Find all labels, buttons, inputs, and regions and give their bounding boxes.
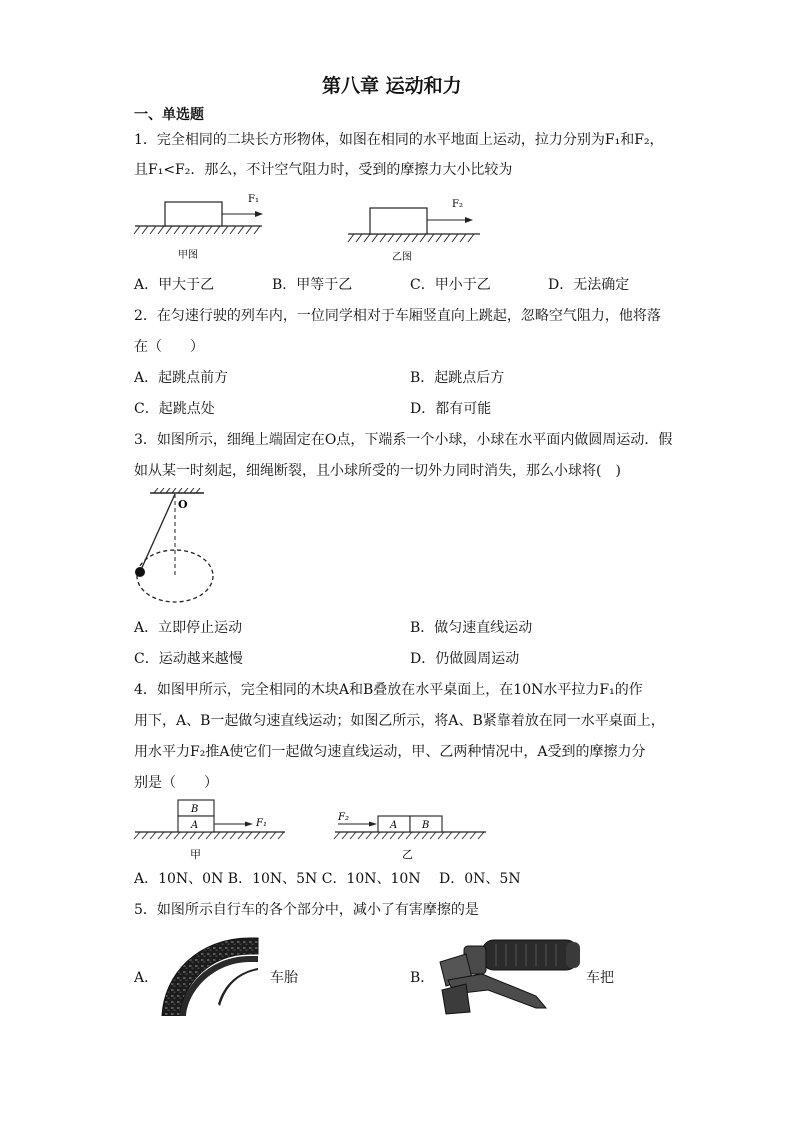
q1-caption-a: 甲图: [178, 250, 198, 261]
q4-f2-label: F₂: [338, 812, 349, 823]
q1-f2-label: F₂: [452, 199, 463, 210]
q1-f1-label: F₁: [248, 194, 259, 205]
q4-line-3: 用水平力F₂推A使它们一起做匀速直线运动，甲、乙两种情况中，A受到的摩擦力分: [134, 744, 646, 760]
q3-o-label: O: [178, 498, 188, 511]
q1-line-1: 1．完全相同的二块长方形物体，如图在相同的水平地面上运动，拉力分别为F₁和F₂，: [134, 132, 664, 148]
q2-line-1: 2．在匀速行驶的列车内，一位同学相对于车厢竖直向上跳起，忽略空气阻力，他将落: [134, 308, 661, 324]
q5-line-1: 5．如图所示自行车的各个部分中，减小了有害摩擦的是: [134, 902, 479, 918]
q2-option-a[interactable]: A．起跳点前方: [134, 370, 229, 386]
q3-line-2: 如从某一时刻起，细绳断裂，且小球所受的一切外力同时消失，那么小球将( ): [134, 463, 621, 479]
q5-label-b: 车把: [586, 970, 614, 986]
q2-option-b[interactable]: B．起跳点后方: [410, 370, 505, 386]
q4-yi-a: A: [390, 820, 398, 831]
q1-block-b: [370, 208, 427, 234]
q4-jia-a: A: [191, 820, 199, 831]
q4-line-1: 4．如图甲所示，完全相同的木块A和B叠放在水平桌面上，在10N水平拉力F₁的作: [134, 682, 643, 698]
q3-option-d[interactable]: D．仍做圆周运动: [410, 651, 520, 667]
q4-yi-b: B: [422, 820, 430, 831]
q4-line-4: 别是（ ）: [134, 775, 218, 791]
q1-figure-b: [348, 199, 480, 263]
q1-option-a[interactable]: A．甲大于乙: [134, 277, 215, 293]
q3-option-c[interactable]: C．运动越来越慢: [134, 651, 243, 667]
q1-block-a: [165, 202, 222, 226]
q1-option-c[interactable]: C．甲小于乙: [410, 277, 491, 293]
section-heading: 一、单选题: [134, 107, 204, 123]
q3-ball: [135, 567, 145, 577]
q4-figure: [130, 796, 500, 864]
q4-caption-jia: 甲: [190, 848, 201, 861]
q1-option-b[interactable]: B．甲等于乙: [272, 277, 353, 293]
q4-line-2: 用下，A、B一起做匀速直线运动；如图乙所示，将A、B紧靠着放在同一水平桌面上，: [134, 713, 665, 729]
q5-option-a-prefix[interactable]: A．: [134, 970, 159, 986]
q5-option-b-prefix[interactable]: B．: [410, 970, 435, 986]
q1-figure-a: [134, 194, 263, 261]
q1-line-2: 且F₁<F₂．那么，不计空气阻力时，受到的摩擦力大小比较为: [134, 162, 513, 178]
q3-option-b[interactable]: B．做匀速直线运动: [410, 620, 533, 636]
q2-line-2: 在（ ）: [134, 339, 204, 355]
q4-f1-label: F₁: [256, 818, 267, 829]
page-title: 第八章 运动和力: [322, 75, 462, 97]
q3-option-a[interactable]: A．立即停止运动: [134, 620, 243, 636]
q5-handlebar-image: [436, 934, 584, 1016]
q4-figure-yi: [334, 812, 486, 861]
q2-option-d[interactable]: D．都有可能: [410, 401, 492, 417]
q1-option-d[interactable]: D．无法确定: [548, 277, 630, 293]
q4-options[interactable]: A．10N、0N B．10N、5N C．10N、10N D．0N、5N: [134, 871, 521, 887]
q4-jia-b: B: [191, 804, 199, 815]
q5-tire-image: [158, 934, 268, 1016]
q4-caption-yi: 乙: [402, 848, 413, 861]
q3-pendulum-figure: [128, 488, 238, 608]
q2-option-c[interactable]: C．起跳点处: [134, 401, 215, 417]
q3-line-1: 3．如图所示，细绳上端固定在O点，下端系一个小球，小球在水平面内做圆周运动．假: [134, 432, 673, 448]
q5-label-a: 车胎: [270, 970, 298, 986]
q4-figure-jia: [134, 800, 285, 861]
q1-caption-b: 乙图: [392, 252, 412, 263]
q1-figure: [130, 186, 490, 266]
